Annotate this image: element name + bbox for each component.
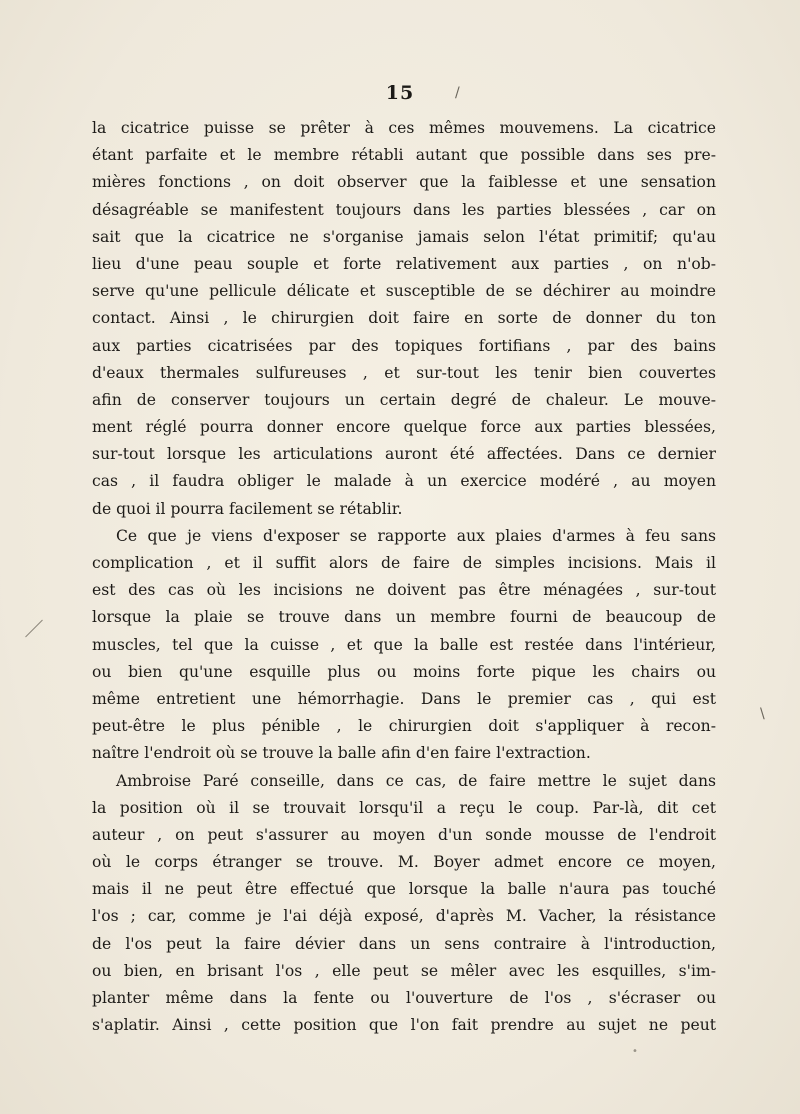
text-line: auteur , on peut s'assurer au moyen d'un sonde mousse de l'endroit: [92, 825, 716, 844]
text-line: contact. Ainsi , le chirurgien doit faire en sorte de donner du ton: [92, 309, 716, 328]
text-line: la position où il se trouvait lorsqu'il a reçu le coup. Par-là, dit cet: [92, 798, 716, 817]
text-line: sur-tout lorsque les articulations auront été affectées. Dans ce dernier: [92, 445, 716, 464]
paragraph: [92, 115, 716, 523]
text-line: ment réglé pourra donner encore quelque force aux parties blessées,: [92, 418, 716, 437]
text-line: l'os ; car, comme je l'ai déjà exposé, d'après M. Vacher, la résistance: [92, 907, 716, 926]
text-line: de quoi il pourra facilement se rétablir.: [92, 499, 403, 518]
text-line: de l'os peut la faire dévier dans un sens contraire à l'introduction,: [92, 934, 716, 953]
text-line: même entretient une hémorrhagie. Dans le premier cas , qui est: [92, 689, 716, 708]
text-line: sait que la cicatrice ne s'organise jamais selon l'état primitif; qu'au: [92, 227, 716, 246]
text-line: afin de conserver toujours un certain degré de chaleur. Le mouve-: [92, 390, 716, 409]
text-line: peut-être le plus pénible , le chirurgien doit s'appliquer à recon-: [92, 717, 716, 736]
body-text: [92, 115, 716, 1039]
text-line: Ce que je viens d'exposer se rapporte aux plaies d'armes à feu sans: [116, 526, 716, 545]
paragraph: [92, 768, 716, 1040]
text-line: ou bien, en brisant l'os , elle peut se mêler avec les esquilles, s'im-: [92, 961, 716, 980]
text-line: serve qu'une pellicule délicate et susceptible de se déchirer au moindre: [92, 282, 716, 301]
text-line: où le corps étranger se trouve. M. Boyer admet encore ce moyen,: [92, 853, 716, 872]
text-line: mières fonctions , on doit observer que la faiblesse et une sensation: [92, 173, 716, 192]
text-line: mais il ne peut être effectué que lorsque la balle n'aura pas touché: [92, 880, 716, 899]
text-line: désagréable se manifestent toujours dans les parties blessées , car on: [92, 200, 716, 219]
text-line: lorsque la plaie se trouve dans un membre fourni de beaucoup de: [92, 608, 716, 627]
text-line: est des cas où les incisions ne doivent pas être ménagées , sur-tout: [92, 581, 716, 600]
text-line: cas , il faudra obliger le malade à un exercice modéré , au moyen: [92, 472, 716, 491]
ink-mark: \: [760, 706, 765, 722]
text-line: ou bien qu'une esquille plus ou moins forte pique les chairs ou: [92, 662, 716, 681]
text-line: lieu d'une peau souple et forte relativement aux parties , on n'ob-: [92, 254, 716, 273]
ink-mark: /: [455, 85, 460, 101]
text-line: d'eaux thermales sulfureuses , et sur-tout les tenir bien couvertes: [92, 363, 716, 382]
ink-speck: •: [632, 1046, 638, 1057]
text-line: naître l'endroit où se trouve la balle afin d'en faire l'extraction.: [92, 744, 591, 763]
text-line: aux parties cicatrisées par des topiques fortifians , par des bains: [92, 336, 716, 355]
page-number: 15: [385, 82, 415, 104]
text-line: étant parfaite et le membre rétabli autant que possible dans ses pre-: [92, 146, 716, 165]
text-line: complication , et il suffit alors de faire de simples incisions. Mais il: [92, 554, 716, 572]
text-line: la cicatrice puisse se prêter à ces mêmes mouvemens. La cicatrice: [92, 119, 716, 137]
paragraph: [92, 523, 716, 768]
text-line: s'aplatir. Ainsi , cette position que l'on fait prendre au sujet ne peut: [92, 1016, 716, 1035]
text-line: Ambroise Paré conseille, dans ce cas, de faire mettre le sujet dans: [116, 771, 716, 790]
text-line: muscles, tel que la cuisse , et que la balle est restée dans l'intérieur,: [92, 635, 716, 654]
pencil-stroke: [25, 620, 43, 638]
text-line: planter même dans la fente ou l'ouverture de l'os , s'écraser ou: [92, 989, 716, 1007]
